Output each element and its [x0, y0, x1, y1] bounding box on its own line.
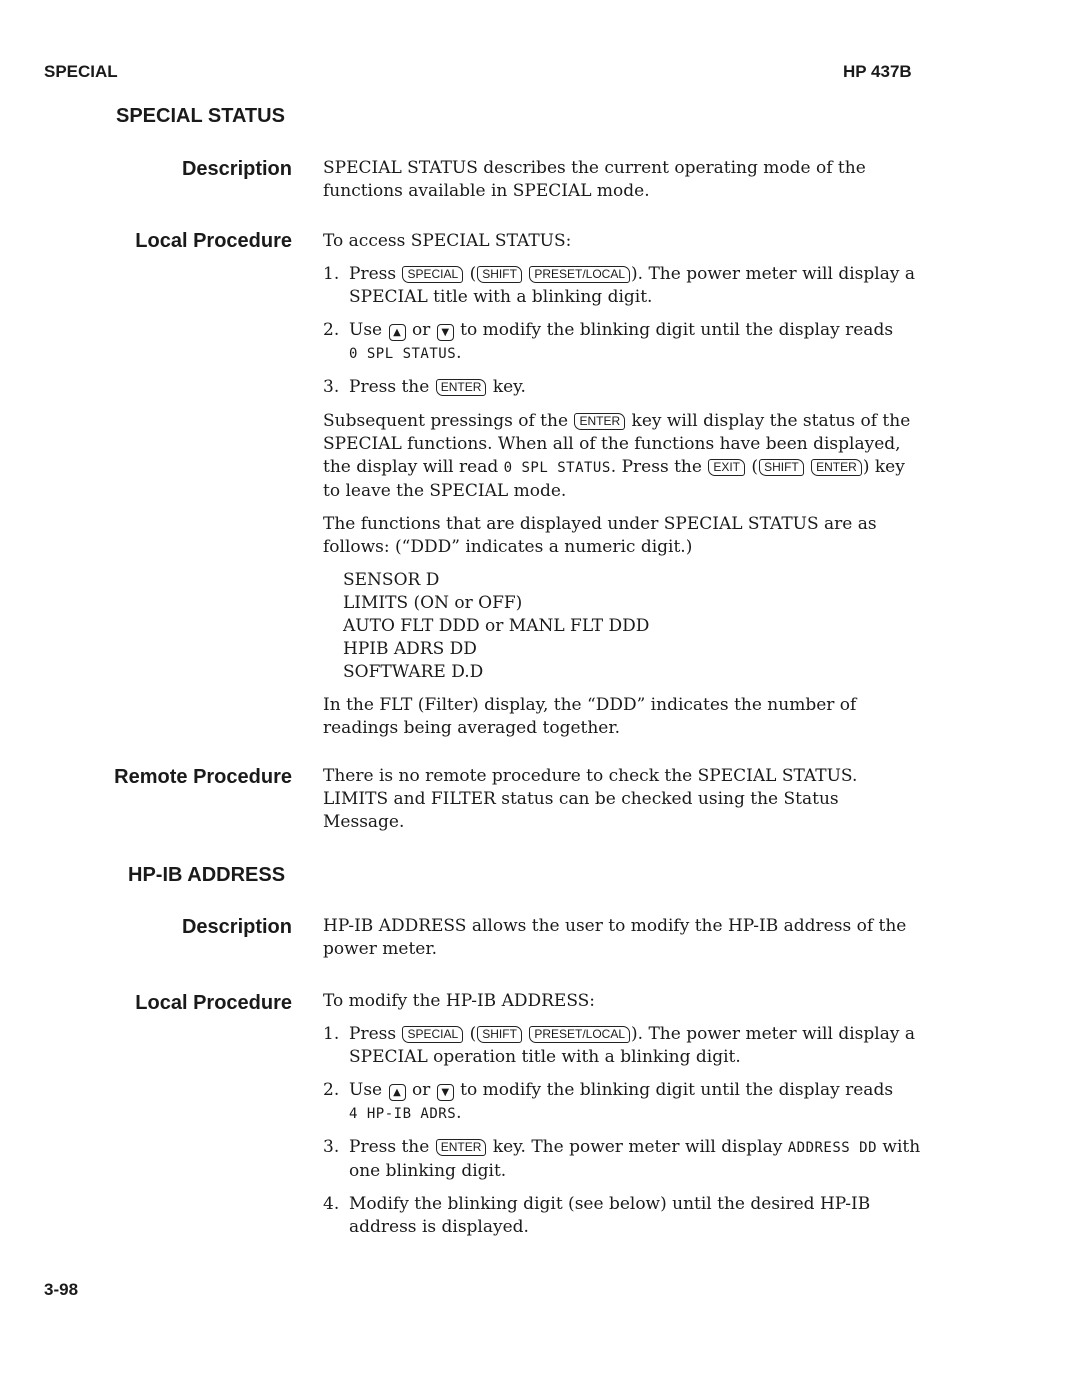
step-1: 1. Press SPECIAL ( SHIFT PRESET/LOCAL ). The power meter will display a SPECIAL operation title with a blinking digit. — [323, 1024, 915, 1067]
running-header-right: HP 437B — [843, 62, 912, 81]
hpib-address-description: HP-IB ADDRESS allows the user to modify the HP-IB address of the power meter. — [323, 916, 907, 959]
section-title-hpib-address: HP-IB ADDRESS — [128, 864, 286, 886]
special-key: SPECIAL — [402, 266, 463, 283]
paragraph-functions-intro: The functions that are displayed under SPECIAL STATUS are as follows: (“DDD” indicates a numeric digit.) — [323, 514, 877, 557]
display-readout: 4 HP-IB ADRS — [349, 1106, 457, 1122]
section-title-special-status: SPECIAL STATUS — [116, 105, 285, 127]
step-2: 2. Use ▲ or ▼ to modify the blinking digit until the display reads 4 HP-IB ADRS. — [323, 1080, 894, 1123]
label-local-procedure: Local Procedure — [135, 230, 292, 252]
display-readout: 0 SPL STATUS — [503, 460, 611, 476]
step-3: 3. Press the ENTER key. The power meter will display ADDRESS DD with one blinking digit. — [323, 1137, 921, 1181]
paragraph-filter: In the FLT (Filter) display, the “DDD” indicates the number of readings being averaged together. — [323, 695, 857, 738]
special-status-description: SPECIAL STATUS describes the current operating mode of the functions available in SPECIAL mode. — [323, 158, 866, 201]
shift-key: SHIFT — [477, 266, 522, 283]
special-status-remote-procedure: There is no remote procedure to check the SPECIAL STATUS. LIMITS and FILTER status can be checked using the Status Message. — [323, 766, 858, 832]
shift-key: SHIFT — [759, 459, 804, 476]
enter-key: ENTER — [436, 1139, 487, 1156]
label-description: Description — [181, 158, 292, 180]
up-arrow-key-icon: ▲ — [389, 1084, 406, 1101]
up-arrow-key-icon: ▲ — [389, 324, 406, 341]
special-key: SPECIAL — [402, 1026, 463, 1043]
display-readout: ADDRESS DD — [787, 1140, 878, 1156]
functions-list — [323, 569, 923, 684]
hpib-address-local-procedure — [323, 990, 923, 1239]
display-readout: 0 SPL STATUS — [349, 346, 457, 362]
enter-key: ENTER — [574, 413, 625, 430]
list-item: HPIB ADRS DD — [343, 639, 477, 659]
running-header-left: SPECIAL — [44, 62, 118, 81]
local-intro: To modify the HP-IB ADDRESS: — [323, 991, 596, 1011]
preset-local-key: PRESET/LOCAL — [529, 266, 630, 283]
list-item: SENSOR D — [343, 570, 440, 590]
step-2: 2. Use ▲ or ▼ to modify the blinking digit until the display reads 0 SPL STATUS. — [323, 320, 894, 363]
preset-local-key: PRESET/LOCAL — [529, 1026, 630, 1043]
exit-key: EXIT — [708, 459, 745, 476]
label-description: Description — [181, 916, 292, 938]
step-3: 3. Press the ENTER key. — [323, 377, 526, 397]
enter-key: ENTER — [811, 459, 862, 476]
label-local-procedure: Local Procedure — [135, 992, 292, 1014]
list-item: SOFTWARE D.D — [343, 662, 484, 682]
list-item: AUTO FLT DDD or MANL FLT DDD — [343, 616, 650, 636]
step-4: 4. Modify the blinking digit (see below) until the desired HP-IB address is displayed. — [323, 1194, 871, 1237]
shift-key: SHIFT — [477, 1026, 522, 1043]
list-item: LIMITS (ON or OFF) — [343, 593, 523, 613]
step-1: 1. Press SPECIAL ( SHIFT PRESET/LOCAL ). The power meter will display a SPECIAL title with a blinking digit. — [323, 264, 915, 307]
label-remote-procedure: Remote Procedure — [114, 766, 292, 788]
down-arrow-key-icon: ▼ — [437, 324, 454, 341]
paragraph-subsequent: Subsequent pressings of the ENTER key will display the status of the SPECIAL functions. When all of the functions have been displayed, the display will read 0 SPL STATUS. Press the EXIT ( SHIFT ENTER ) key to leave the SPECIAL mode. — [323, 411, 911, 501]
special-status-local-procedure — [323, 230, 923, 740]
down-arrow-key-icon: ▼ — [437, 1084, 454, 1101]
local-intro: To access SPECIAL STATUS: — [323, 231, 572, 251]
page-number: 3-98 — [44, 1280, 79, 1299]
enter-key: ENTER — [436, 379, 487, 396]
